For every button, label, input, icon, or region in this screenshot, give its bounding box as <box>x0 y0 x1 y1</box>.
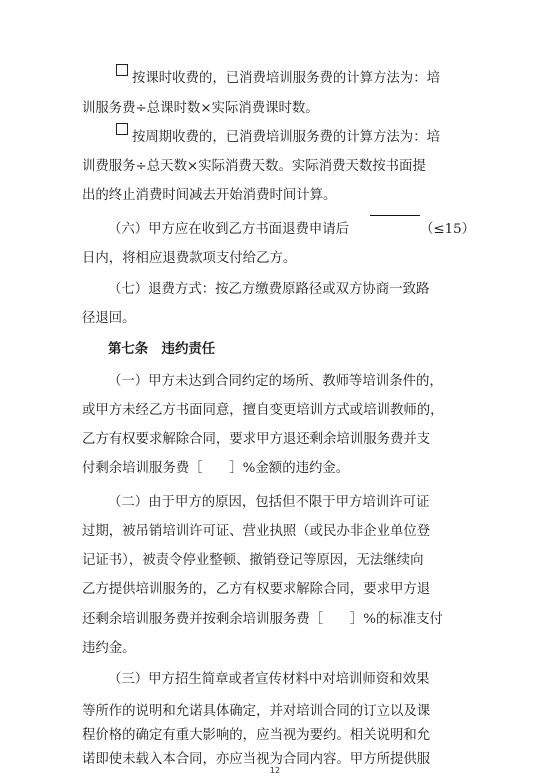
text-run: （一）甲方未达到合同约定的场所、教师等培训条件的， <box>108 374 443 389</box>
text-line <box>0 244 550 274</box>
text-line <box>0 396 550 426</box>
blank-field[interactable] <box>370 215 420 216</box>
text-run: 出的终止消费时间减去开始消费时间计算。 <box>82 188 337 203</box>
text-run: 过期，被吊销培训许可证、营业执照（或民办非企业单位登 <box>82 524 431 539</box>
text-line <box>0 488 550 518</box>
text-line <box>0 575 550 605</box>
text-line <box>0 605 550 635</box>
text-run: 训费服务÷总天数×实际消费天数。实际消费天数按书面提 <box>82 159 426 174</box>
text-line <box>0 748 550 772</box>
text-line <box>0 700 550 724</box>
text-line <box>0 367 550 397</box>
text-run: 训服务费÷总课时数×实际消费课时数。 <box>82 101 319 116</box>
text-line <box>0 94 550 124</box>
text-run: 乙方有权要求解除合同，要求甲方退还剩余培训服务费并支 <box>82 432 431 447</box>
text-run: （二）由于甲方的原因，包括但不限于甲方培训许可证 <box>108 495 430 510</box>
text-run: 诺即使未载入本合同，亦应当视为合同内容。甲方所提供服 <box>82 752 431 767</box>
text-line <box>0 665 550 695</box>
text-line <box>0 454 550 484</box>
clause-7-line <box>0 275 550 305</box>
bullet-line-hourly <box>0 64 550 94</box>
text-run: 还剩余培训服务费并按剩余培训服务费［ ］%的标准支付 <box>82 612 443 627</box>
text-run: 等所作的说明和允诺具体确定，并对培训合同的订立以及课 <box>82 704 431 719</box>
text-line <box>0 304 550 334</box>
text-line <box>0 517 550 547</box>
text-run: 日内，将相应退费款项支付给乙方。 <box>82 251 297 266</box>
text-run: （七）退费方式：按乙方缴费原路径或双方协商一致路 <box>108 282 430 297</box>
text-run: 或甲方未经乙方书面同意，擅自变更培训方式或培训教师的， <box>82 403 444 418</box>
bullet-line-period <box>0 123 550 153</box>
text-line <box>0 152 550 182</box>
text-run: 按周期收费的，已消费培训服务费的计算方法为：培 <box>132 130 440 145</box>
text-line <box>0 181 550 211</box>
text-run: 记证书），被责令停业整顿、撤销登记等原因，无法继续向 <box>82 553 424 568</box>
text-run: 乙方提供培训服务的，乙方有权要求解除合同，要求甲方退 <box>82 582 431 597</box>
text-run: 程价格的确定有重大影响的，应当视为要约。相关说明和允 <box>82 728 431 743</box>
checkbox[interactable] <box>116 123 128 135</box>
text-run: 违约金。 <box>82 641 136 656</box>
text-run: （三）甲方招生简章或者宣传材料中对培训师资和效果 <box>108 672 430 687</box>
text-run: 按课时收费的，已消费培训服务费的计算方法为：培 <box>132 71 440 86</box>
heading-text: 第七条 违约责任 <box>108 342 216 357</box>
clause-6-line <box>0 215 550 245</box>
text-line <box>0 634 550 664</box>
text-run: （六）甲方应在收到乙方书面退费申请后 <box>108 222 350 237</box>
section-heading <box>0 335 550 365</box>
text-run: 付剩余培训服务费［ ］%金额的违约金。 <box>82 461 350 476</box>
text-run: （≤15） <box>420 222 476 237</box>
text-run: 径退回。 <box>82 311 136 326</box>
checkbox[interactable] <box>116 64 128 76</box>
text-line <box>0 546 550 576</box>
text-line <box>0 425 550 455</box>
text-line <box>0 724 550 748</box>
page-number: 12 <box>269 766 281 775</box>
